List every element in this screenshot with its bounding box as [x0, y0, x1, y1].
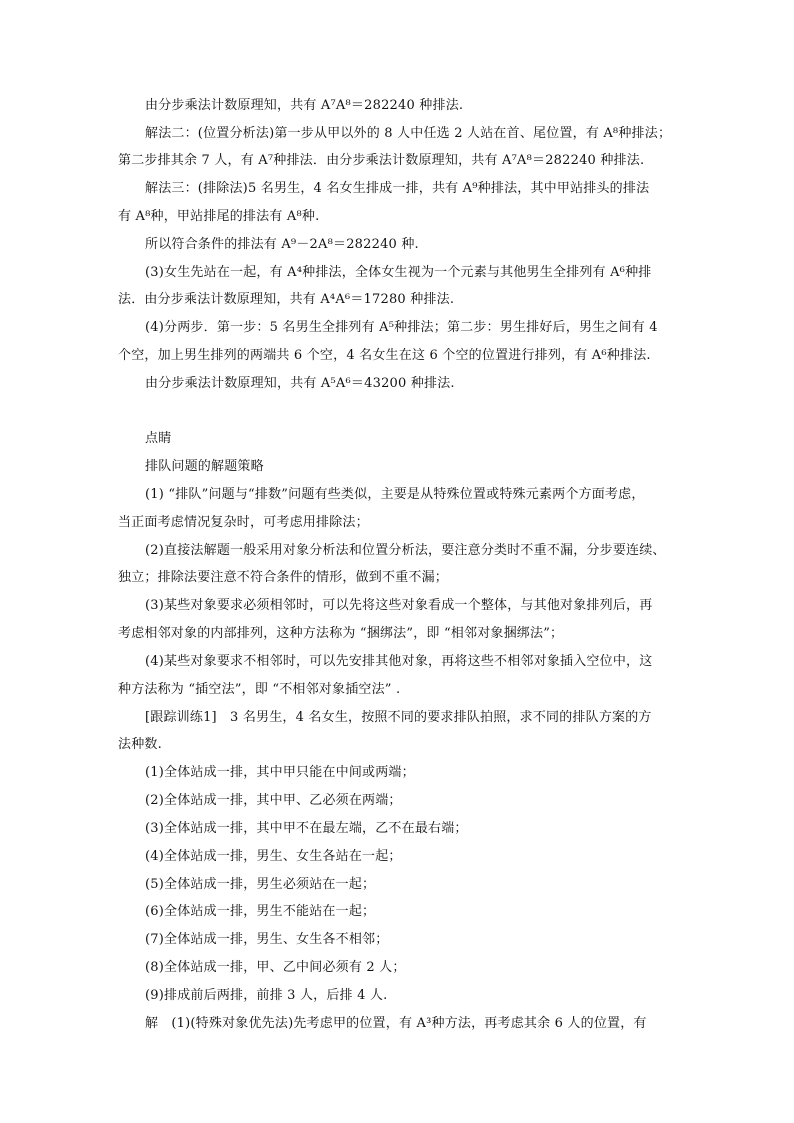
- text-line: (3)女生先站在一起，有 A⁴种排法，全体女生视为一个元素与其他男生全排列有 A⁶种排: [145, 265, 652, 280]
- text-line: 个空，加上男生排列的两端共 6 个空，4 名女生在这 6 个空的位置进行排列，有 A⁶种排法.: [118, 348, 651, 363]
- text-line: 法．由分步乘法计数原理知，共有 A⁴A⁶＝17280 种排法.: [118, 292, 455, 307]
- text-line: 种方法称为 “插空法”，即 “不相邻对象插空法” .: [118, 682, 401, 697]
- exercise-item: (4)全体站成一排，男生、女生各站在一起；: [145, 849, 402, 864]
- text-line: 由分步乘法计数原理知，共有 A⁵A⁶＝43200 种排法.: [145, 376, 455, 391]
- text-line: (4)某些对象要求不相邻时，可以先安排其他对象，再将这些不相邻对象插入空位中，这: [145, 654, 653, 669]
- text-line: 由分步乘法计数原理知，共有 A⁷A⁸＝282240 种排法.: [145, 98, 464, 113]
- exercise-item: (3)全体站成一排，其中甲不在最左端，乙不在最右端；: [145, 821, 468, 836]
- solution-line: 解 (1)(特殊对象优先法)先考虑甲的位置，有 A³种方法，再考虑其余 6 人的位置，有: [145, 1016, 647, 1031]
- text-line: (1) “排队”问题与“排数”问题有些类似，主要是从特殊位置或特殊元素两个方面考虑，: [145, 487, 645, 502]
- exercise-item: (7)全体站成一排，男生、女生各不相邻；: [145, 932, 389, 947]
- text-line: 当正面考虑情况复杂时，可考虑用排除法；: [118, 515, 369, 530]
- text-line: 法种数.: [118, 737, 162, 752]
- exercise-item: (6)全体站成一排，男生不能站在一起；: [145, 904, 376, 919]
- text-line: (3)某些对象要求必须相邻时，可以先将这些对象看成一个整体，与其他对象排列后，再: [145, 598, 653, 613]
- text-line: 第二步排其余 7 人，有 A⁷种排法．由分步乘法计数原理知，共有 A⁷A⁸＝282240 种排法.: [118, 153, 645, 168]
- text-line: 考虑相邻对象的内部排列，这种方法称为 “捆绑法”，即 “相邻对象捆绑法”；: [118, 626, 564, 641]
- text-line: (4)分两步．第一步：5 名男生全排列有 A⁵种排法；第二步：男生排好后，男生之间有 4: [145, 320, 658, 335]
- text-line: 解法二：(位置分析法)第一步从甲以外的 8 人中任选 2 人站在首、尾位置，有 A⁸种排法；: [145, 126, 672, 141]
- exercise-item: (8)全体站成一排，甲、乙中间必须有 2 人；: [145, 960, 406, 975]
- text-line: 解法三：(排除法)5 名男生，4 名女生排成一排，共有 A⁹种排法，其中甲站排头的排法: [145, 181, 650, 196]
- section-subheading: 排队问题的解题策略: [145, 459, 264, 474]
- text-line: (2)直接法解题一般采用对象分析法和位置分析法，要注意分类时不重不漏，分步要连续、: [145, 543, 666, 558]
- exercise-title: [跟踪训练1] 3 名男生，4 名女生，按照不同的要求排队拍照，求不同的排队方案的方: [145, 710, 652, 725]
- exercise-item: (5)全体站成一排，男生必须站在一起；: [145, 877, 376, 892]
- exercise-item: (1)全体站成一排，其中甲只能在中间或两端；: [145, 765, 415, 780]
- text-line: 所以符合条件的排法有 A⁹－2A⁸＝282240 种.: [145, 237, 419, 252]
- exercise-item: (2)全体站成一排，其中甲、乙必须在两端；: [145, 793, 402, 808]
- section-heading: 点睛: [145, 431, 172, 446]
- text-line: 有 A⁸种，甲站排尾的排法有 A⁸种.: [118, 209, 320, 224]
- exercise-item: (9)排成前后两排，前排 3 人，后排 4 人.: [145, 988, 388, 1003]
- text-line: 独立；排除法要注意不符合条件的情形，做到不重不漏；: [118, 570, 449, 585]
